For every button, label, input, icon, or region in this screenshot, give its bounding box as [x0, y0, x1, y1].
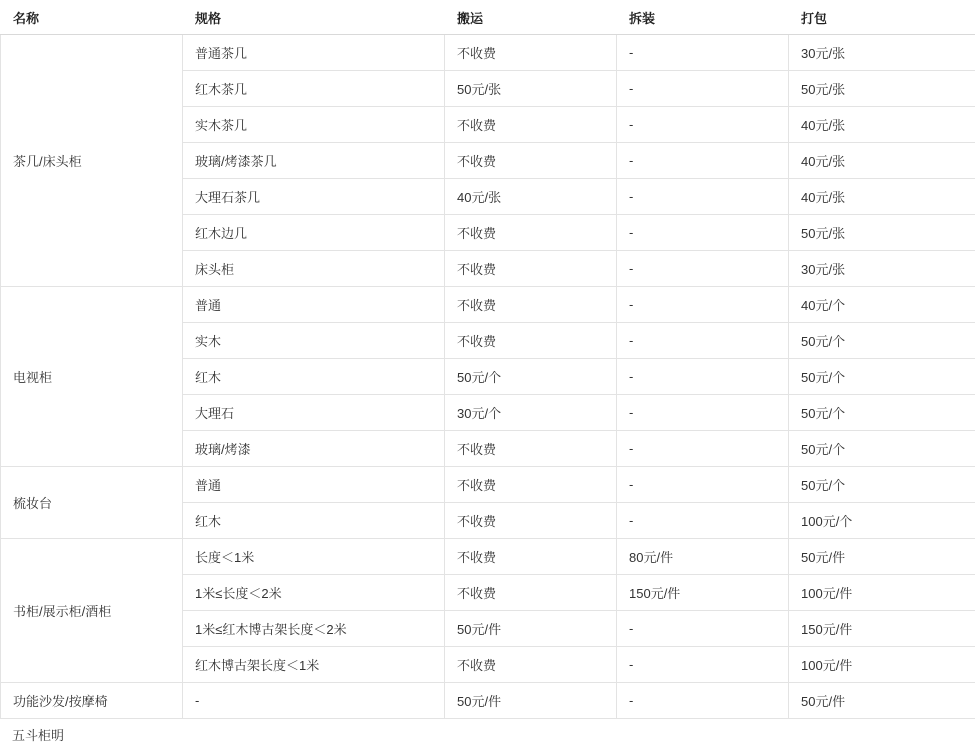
- category-name-cell: 电视柜: [1, 287, 183, 467]
- pack-fee-cell: 50元/个: [789, 395, 975, 431]
- spec-cell: 红木: [183, 359, 445, 395]
- pack-fee-cell: 100元/个: [789, 503, 975, 539]
- pack-fee-cell: 50元/个: [789, 431, 975, 467]
- move-fee-cell: 不收费: [445, 35, 617, 71]
- pack-fee-cell: 150元/件: [789, 611, 975, 647]
- pack-fee-cell: 100元/件: [789, 647, 975, 683]
- move-fee-cell: 40元/张: [445, 179, 617, 215]
- pack-fee-cell: 40元/个: [789, 287, 975, 323]
- pack-fee-cell: 50元/件: [789, 683, 975, 719]
- category-name-cell: 茶几/床头柜: [1, 35, 183, 287]
- spec-cell: 实木茶几: [183, 107, 445, 143]
- pack-fee-cell: 50元/张: [789, 215, 975, 251]
- spec-cell: 红木博古架长度＜1米: [183, 647, 445, 683]
- spec-cell: 红木茶几: [183, 71, 445, 107]
- spec-cell: 红木边几: [183, 215, 445, 251]
- table-row: [1, 287, 975, 323]
- column-header-pack: 打包: [789, 1, 975, 35]
- table-row: [1, 683, 975, 719]
- spec-cell: 大理石: [183, 395, 445, 431]
- pack-fee-cell: 50元/个: [789, 359, 975, 395]
- move-fee-cell: 不收费: [445, 575, 617, 611]
- move-fee-cell: 50元/件: [445, 611, 617, 647]
- spec-cell: 普通茶几: [183, 35, 445, 71]
- pack-fee-cell: 100元/件: [789, 575, 975, 611]
- disassemble-fee-cell: -: [617, 395, 789, 431]
- move-fee-cell: 50元/个: [445, 359, 617, 395]
- category-name-cell: 梳妆台: [1, 467, 183, 539]
- disassemble-fee-cell: -: [617, 251, 789, 287]
- category-name-cell: 功能沙发/按摩椅: [1, 683, 183, 719]
- disassemble-fee-cell: -: [617, 647, 789, 683]
- move-fee-cell: 不收费: [445, 215, 617, 251]
- table-row: [1, 467, 975, 503]
- pack-fee-cell: 30元/张: [789, 35, 975, 71]
- spec-cell: 玻璃/烤漆: [183, 431, 445, 467]
- pack-fee-cell: 50元/个: [789, 467, 975, 503]
- disassemble-fee-cell: -: [617, 143, 789, 179]
- column-header-spec: 规格: [183, 1, 445, 35]
- disassemble-fee-cell: -: [617, 611, 789, 647]
- category-name-cell: 书柜/展示柜/酒柜: [1, 539, 183, 683]
- spec-cell: 玻璃/烤漆茶几: [183, 143, 445, 179]
- disassemble-fee-cell: -: [617, 287, 789, 323]
- move-fee-cell: 不收费: [445, 251, 617, 287]
- table-header-row: [1, 1, 975, 35]
- move-fee-cell: 50元/件: [445, 683, 617, 719]
- pack-fee-cell: 50元/个: [789, 323, 975, 359]
- disassemble-fee-cell: -: [617, 323, 789, 359]
- pack-fee-cell: 50元/张: [789, 71, 975, 107]
- move-fee-cell: 不收费: [445, 467, 617, 503]
- spec-cell: 普通: [183, 287, 445, 323]
- footer-note: 五斗柜明: [0, 725, 975, 745]
- spec-cell: -: [183, 683, 445, 719]
- move-fee-cell: 不收费: [445, 539, 617, 575]
- column-header-name: 名称: [1, 1, 183, 35]
- spec-cell: 床头柜: [183, 251, 445, 287]
- move-fee-cell: 不收费: [445, 503, 617, 539]
- spec-cell: 普通: [183, 467, 445, 503]
- disassemble-fee-cell: -: [617, 467, 789, 503]
- move-fee-cell: 50元/张: [445, 71, 617, 107]
- table-row: [1, 35, 975, 71]
- spec-cell: 1米≤长度＜2米: [183, 575, 445, 611]
- move-fee-cell: 30元/个: [445, 395, 617, 431]
- move-fee-cell: 不收费: [445, 431, 617, 467]
- disassemble-fee-cell: -: [617, 35, 789, 71]
- column-header-disassemble: 拆装: [617, 1, 789, 35]
- disassemble-fee-cell: -: [617, 107, 789, 143]
- spec-cell: 实木: [183, 323, 445, 359]
- table-row: [1, 539, 975, 575]
- pack-fee-cell: 40元/张: [789, 143, 975, 179]
- disassemble-fee-cell: 150元/件: [617, 575, 789, 611]
- spec-cell: 长度＜1米: [183, 539, 445, 575]
- column-header-move: 搬运: [445, 1, 617, 35]
- move-fee-cell: 不收费: [445, 107, 617, 143]
- disassemble-fee-cell: -: [617, 359, 789, 395]
- disassemble-fee-cell: -: [617, 71, 789, 107]
- move-fee-cell: 不收费: [445, 287, 617, 323]
- disassemble-fee-cell: 80元/件: [617, 539, 789, 575]
- pack-fee-cell: 50元/件: [789, 539, 975, 575]
- spec-cell: 大理石茶几: [183, 179, 445, 215]
- move-fee-cell: 不收费: [445, 143, 617, 179]
- spec-cell: 1米≤红木博古架长度＜2米: [183, 611, 445, 647]
- table-body: [1, 35, 975, 719]
- move-fee-cell: 不收费: [445, 647, 617, 683]
- disassemble-fee-cell: -: [617, 179, 789, 215]
- move-fee-cell: 不收费: [445, 323, 617, 359]
- pack-fee-cell: 40元/张: [789, 179, 975, 215]
- pack-fee-cell: 40元/张: [789, 107, 975, 143]
- disassemble-fee-cell: -: [617, 503, 789, 539]
- disassemble-fee-cell: -: [617, 215, 789, 251]
- pack-fee-cell: 30元/张: [789, 251, 975, 287]
- disassemble-fee-cell: -: [617, 431, 789, 467]
- table-header: [1, 1, 975, 35]
- spec-cell: 红木: [183, 503, 445, 539]
- disassemble-fee-cell: -: [617, 683, 789, 719]
